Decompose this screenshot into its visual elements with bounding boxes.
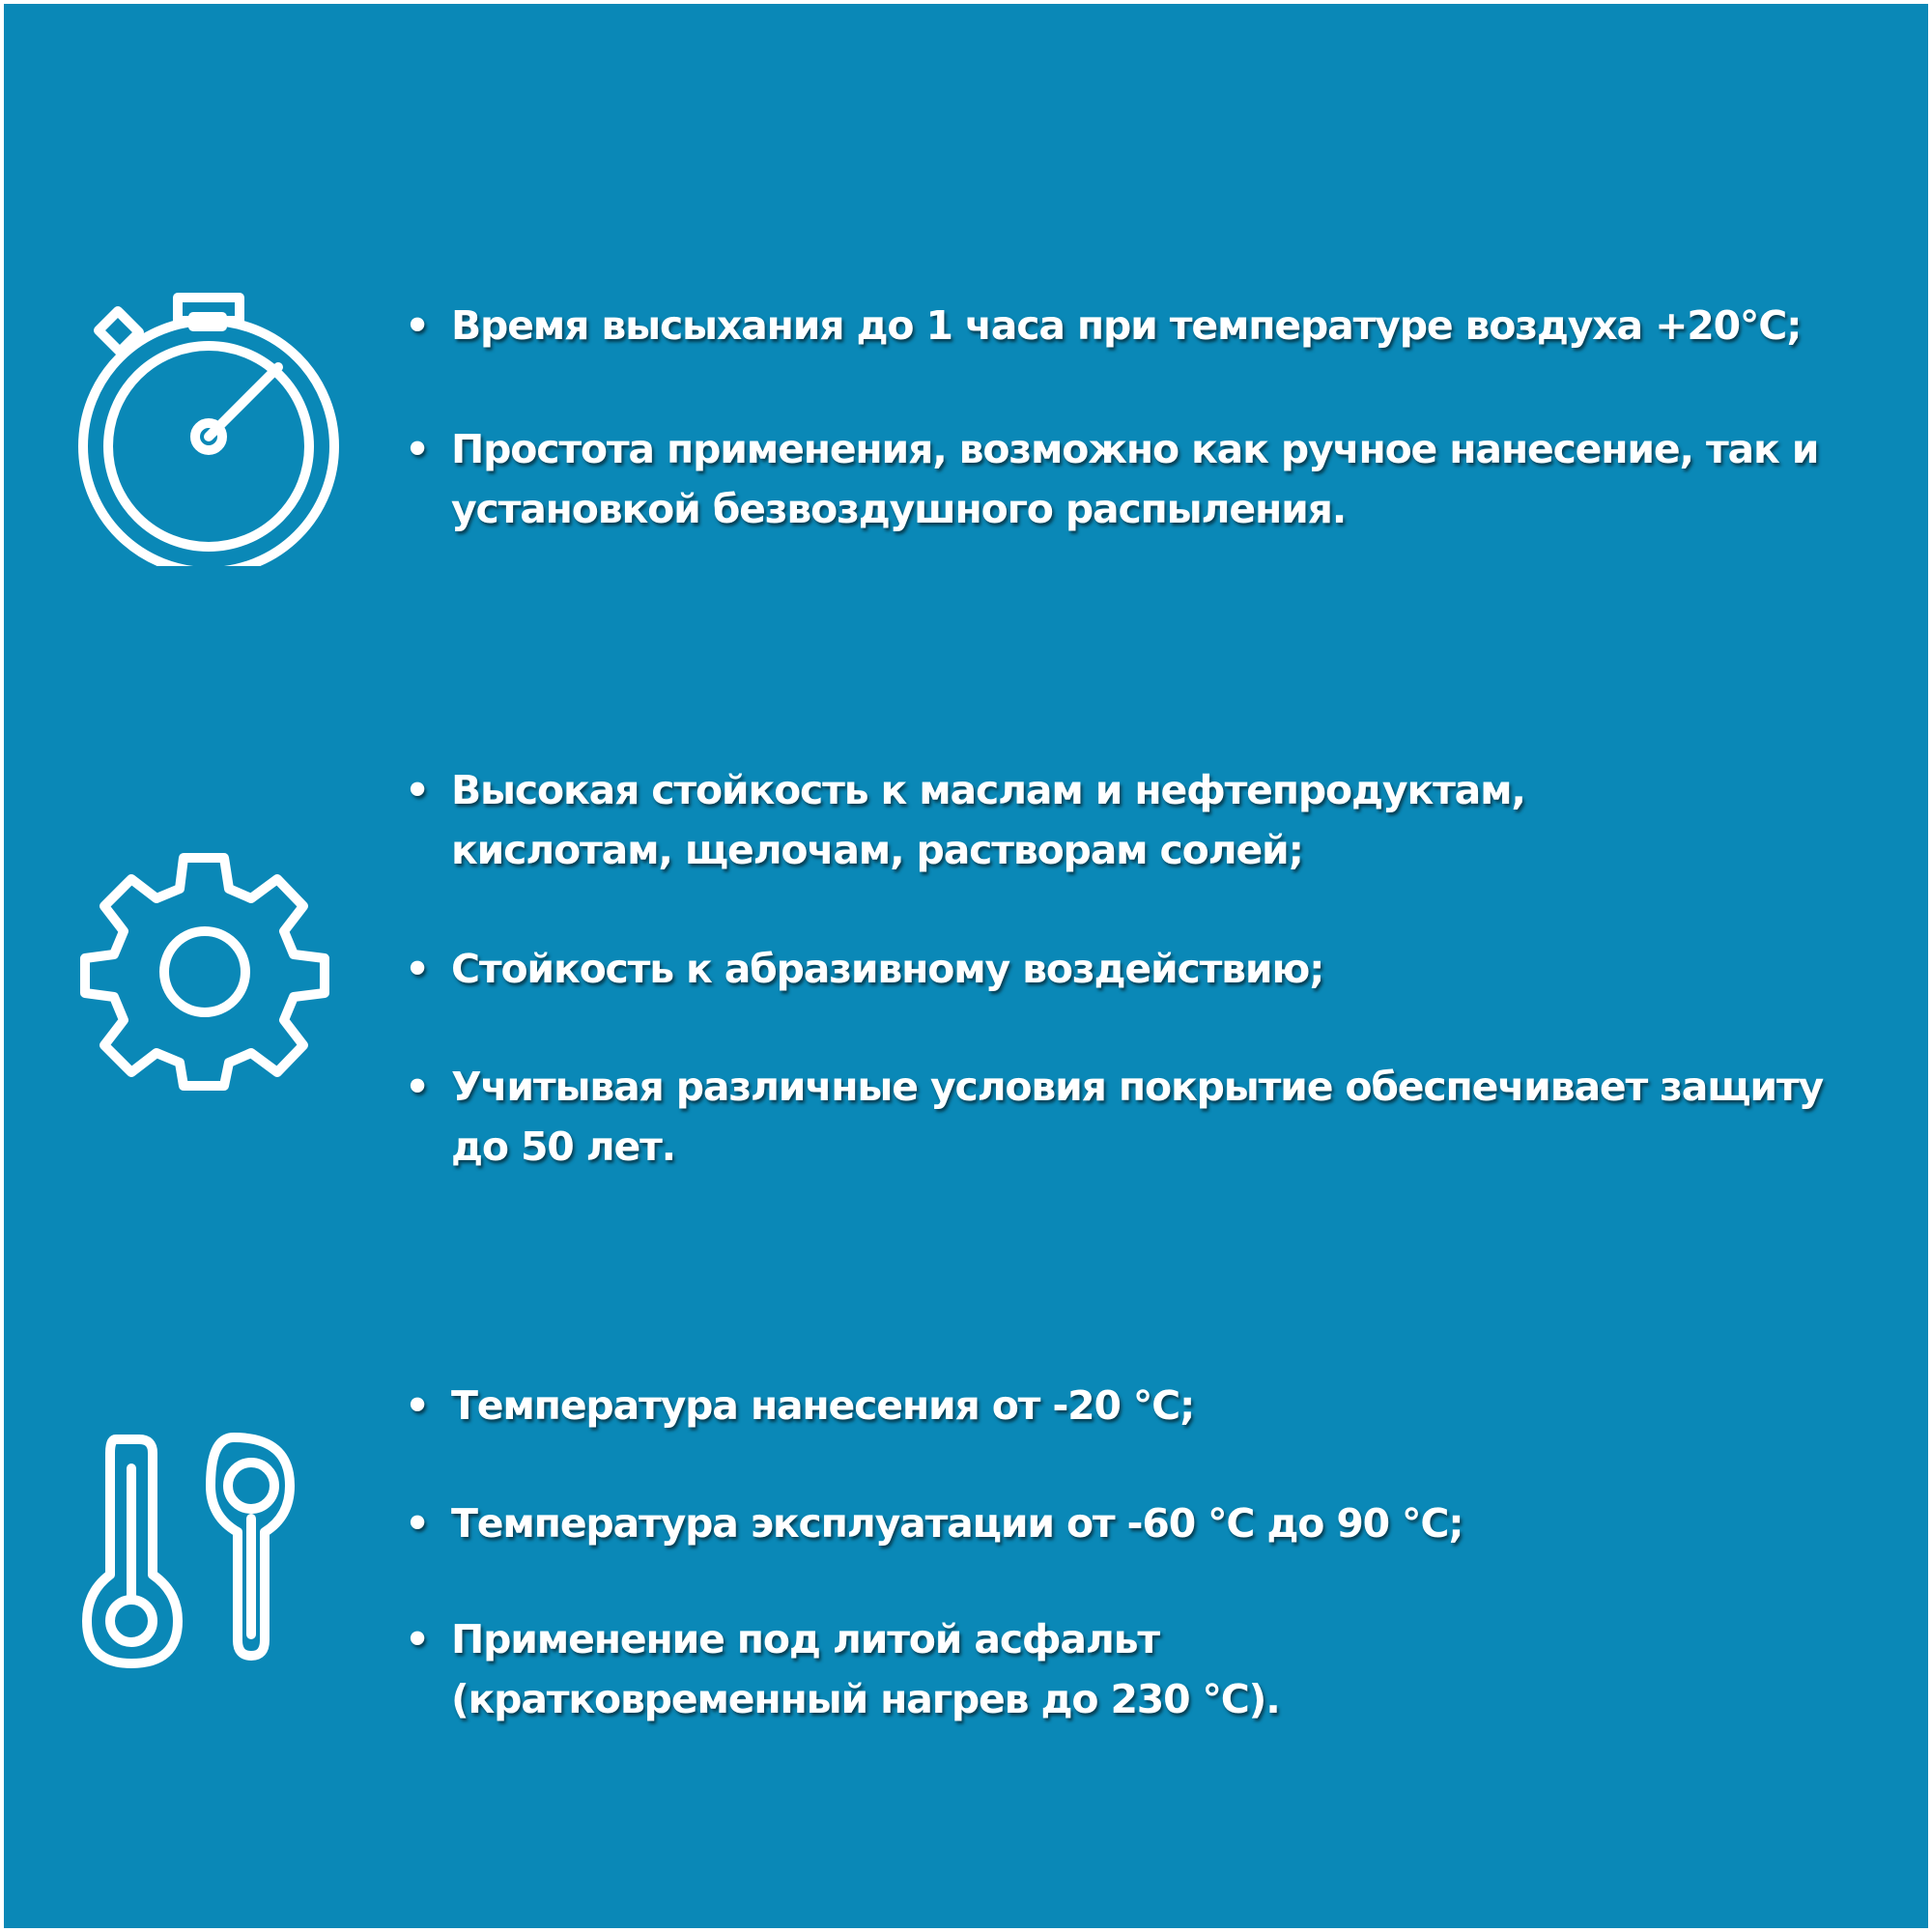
list-item-text: Время высыхания до 1 часа при температуре воздуха +20°С; — [451, 302, 1802, 349]
gear-icon — [79, 850, 330, 1092]
list-item — [405, 1609, 1301, 1729]
bullet-marker: • — [405, 767, 430, 813]
bullet-marker: • — [405, 426, 430, 472]
list-item — [405, 419, 1900, 539]
list-item-text: Применение под литой асфальт (кратковременный нагрев до 230 °С). — [451, 1616, 1280, 1722]
bullet-marker: • — [405, 302, 430, 349]
bullet-marker: • — [405, 1064, 430, 1110]
list-item-text: Высокая стойкость к маслам и нефтепродуктам, кислотам, щелочам, растворам солей; — [451, 767, 1525, 873]
list-item-text: Температура эксплуатации от -60 °С до 90 °С; — [451, 1500, 1463, 1547]
list-item — [405, 760, 1668, 880]
list-item — [405, 1376, 1195, 1435]
stopwatch-icon — [62, 276, 352, 566]
list-item — [405, 939, 1324, 999]
list-item — [405, 1493, 1463, 1553]
list-item-text: Учитывая различные условия покрытие обеспечивает защиту до 50 лет. — [451, 1064, 1823, 1170]
list-item-text: Стойкость к абразивному воздействию; — [451, 946, 1324, 992]
list-item-text: Простота применения, возможно как ручное нанесение, так и установкой безвоздушного распыления. — [451, 426, 1819, 532]
list-item — [405, 296, 1802, 355]
bullet-marker: • — [405, 946, 430, 992]
bullet-marker: • — [405, 1500, 430, 1547]
thermometer-icon — [81, 1430, 323, 1671]
list-item-text: Температура нанесения от -20 °С; — [451, 1382, 1195, 1429]
info-panel — [4, 4, 1928, 1928]
list-item — [405, 1057, 1861, 1177]
bullet-marker: • — [405, 1382, 430, 1429]
bullet-marker: • — [405, 1616, 430, 1662]
